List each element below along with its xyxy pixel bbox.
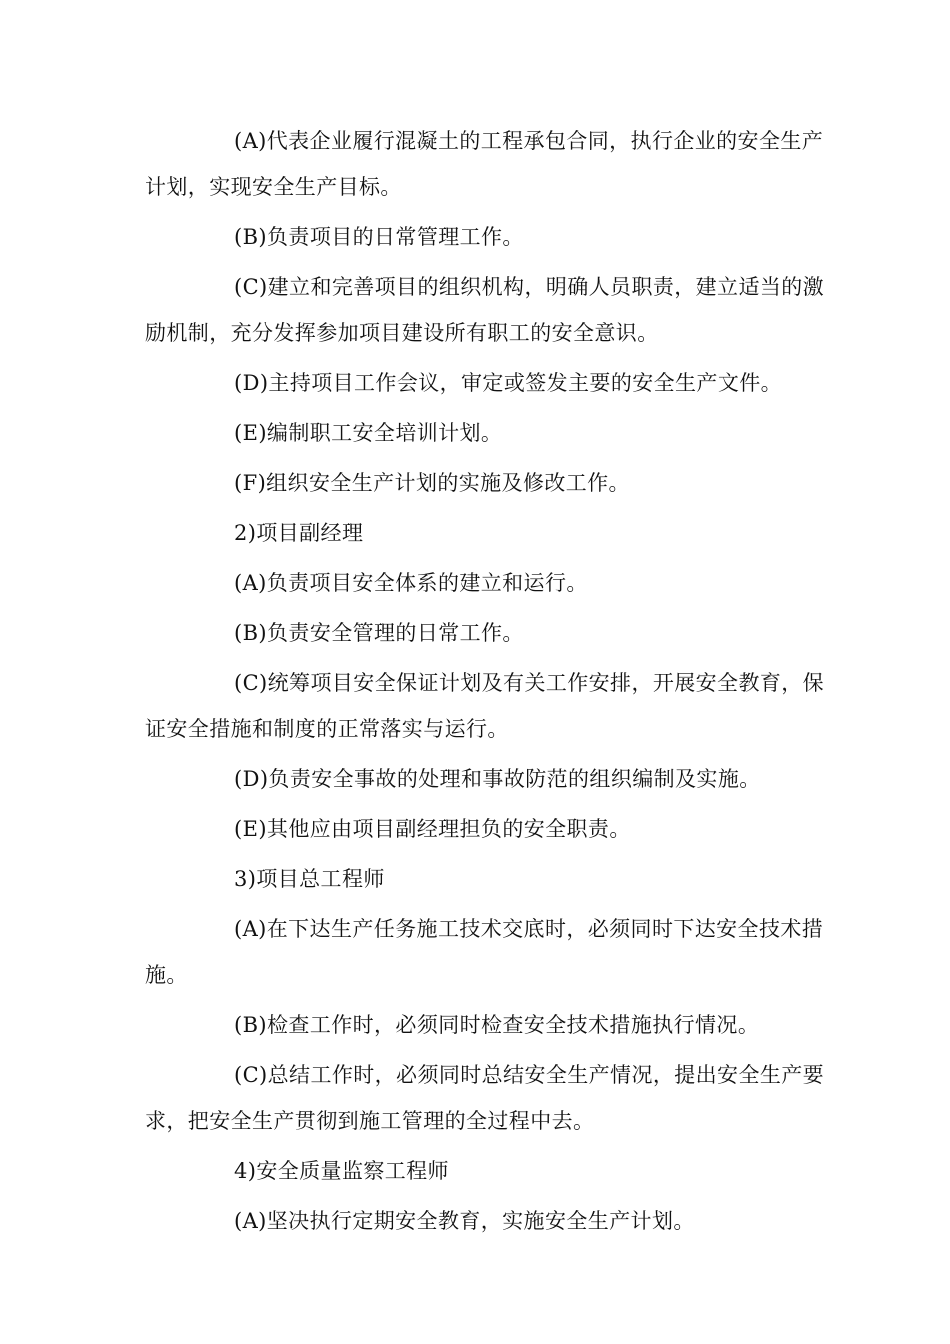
paragraph-b-chief-engineer: (B)检查工作时，必须同时检查安全技术措施执行情况。 [234,1013,760,1037]
paragraph-d-project-manager: (D)主持项目工作会议，审定或签发主要的安全生产文件。 [234,371,783,395]
paragraph-b-deputy-manager: (B)负责安全管理的日常工作。 [234,621,524,645]
paragraph-b-project-manager: (B)负责项目的日常管理工作。 [234,225,524,249]
paragraph-c-chief-engineer: (C)总结工作时，必须同时总结安全生产情况，提出安全生产要求，把安全生产贯彻到施工管理的全过程中去。 [145,1063,825,1133]
paragraph-e-project-manager: (E)编制职工安全培训计划。 [234,421,503,445]
paragraph-a-safety-engineer: (A)坚决执行定期安全教育，实施安全生产计划。 [234,1209,695,1233]
section-heading-chief-engineer: 3)项目总工程师 [234,867,385,891]
paragraph-f-project-manager: (F)组织安全生产计划的实施及修改工作。 [234,471,630,495]
section-heading-deputy-manager: 2)项目副经理 [234,521,364,545]
paragraph-d-deputy-manager: (D)负责安全事故的处理和事故防范的组织编制及实施。 [234,767,761,791]
paragraph-a-project-manager: (A)代表企业履行混凝土的工程承包合同，执行企业的安全生产计划，实现安全生产目标。 [145,129,824,199]
section-heading-safety-engineer: 4)安全质量监察工程师 [234,1159,449,1183]
paragraph-c-project-manager: (C)建立和完善项目的组织机构，明确人员职责，建立适当的激励机制，充分发挥参加项目建设所有职工的安全意识。 [145,275,825,345]
paragraph-a-chief-engineer: (A)在下达生产任务施工技术交底时，必须同时下达安全技术措施。 [145,917,824,987]
document-body [145,118,825,1248]
paragraph-a-deputy-manager: (A)负责项目安全体系的建立和运行。 [234,571,588,595]
paragraph-c-deputy-manager: (C)统筹项目安全保证计划及有关工作安排，开展安全教育，保证安全措施和制度的正常落实与运行。 [145,671,825,741]
paragraph-e-deputy-manager: (E)其他应由项目副经理担负的安全职责。 [234,817,631,841]
